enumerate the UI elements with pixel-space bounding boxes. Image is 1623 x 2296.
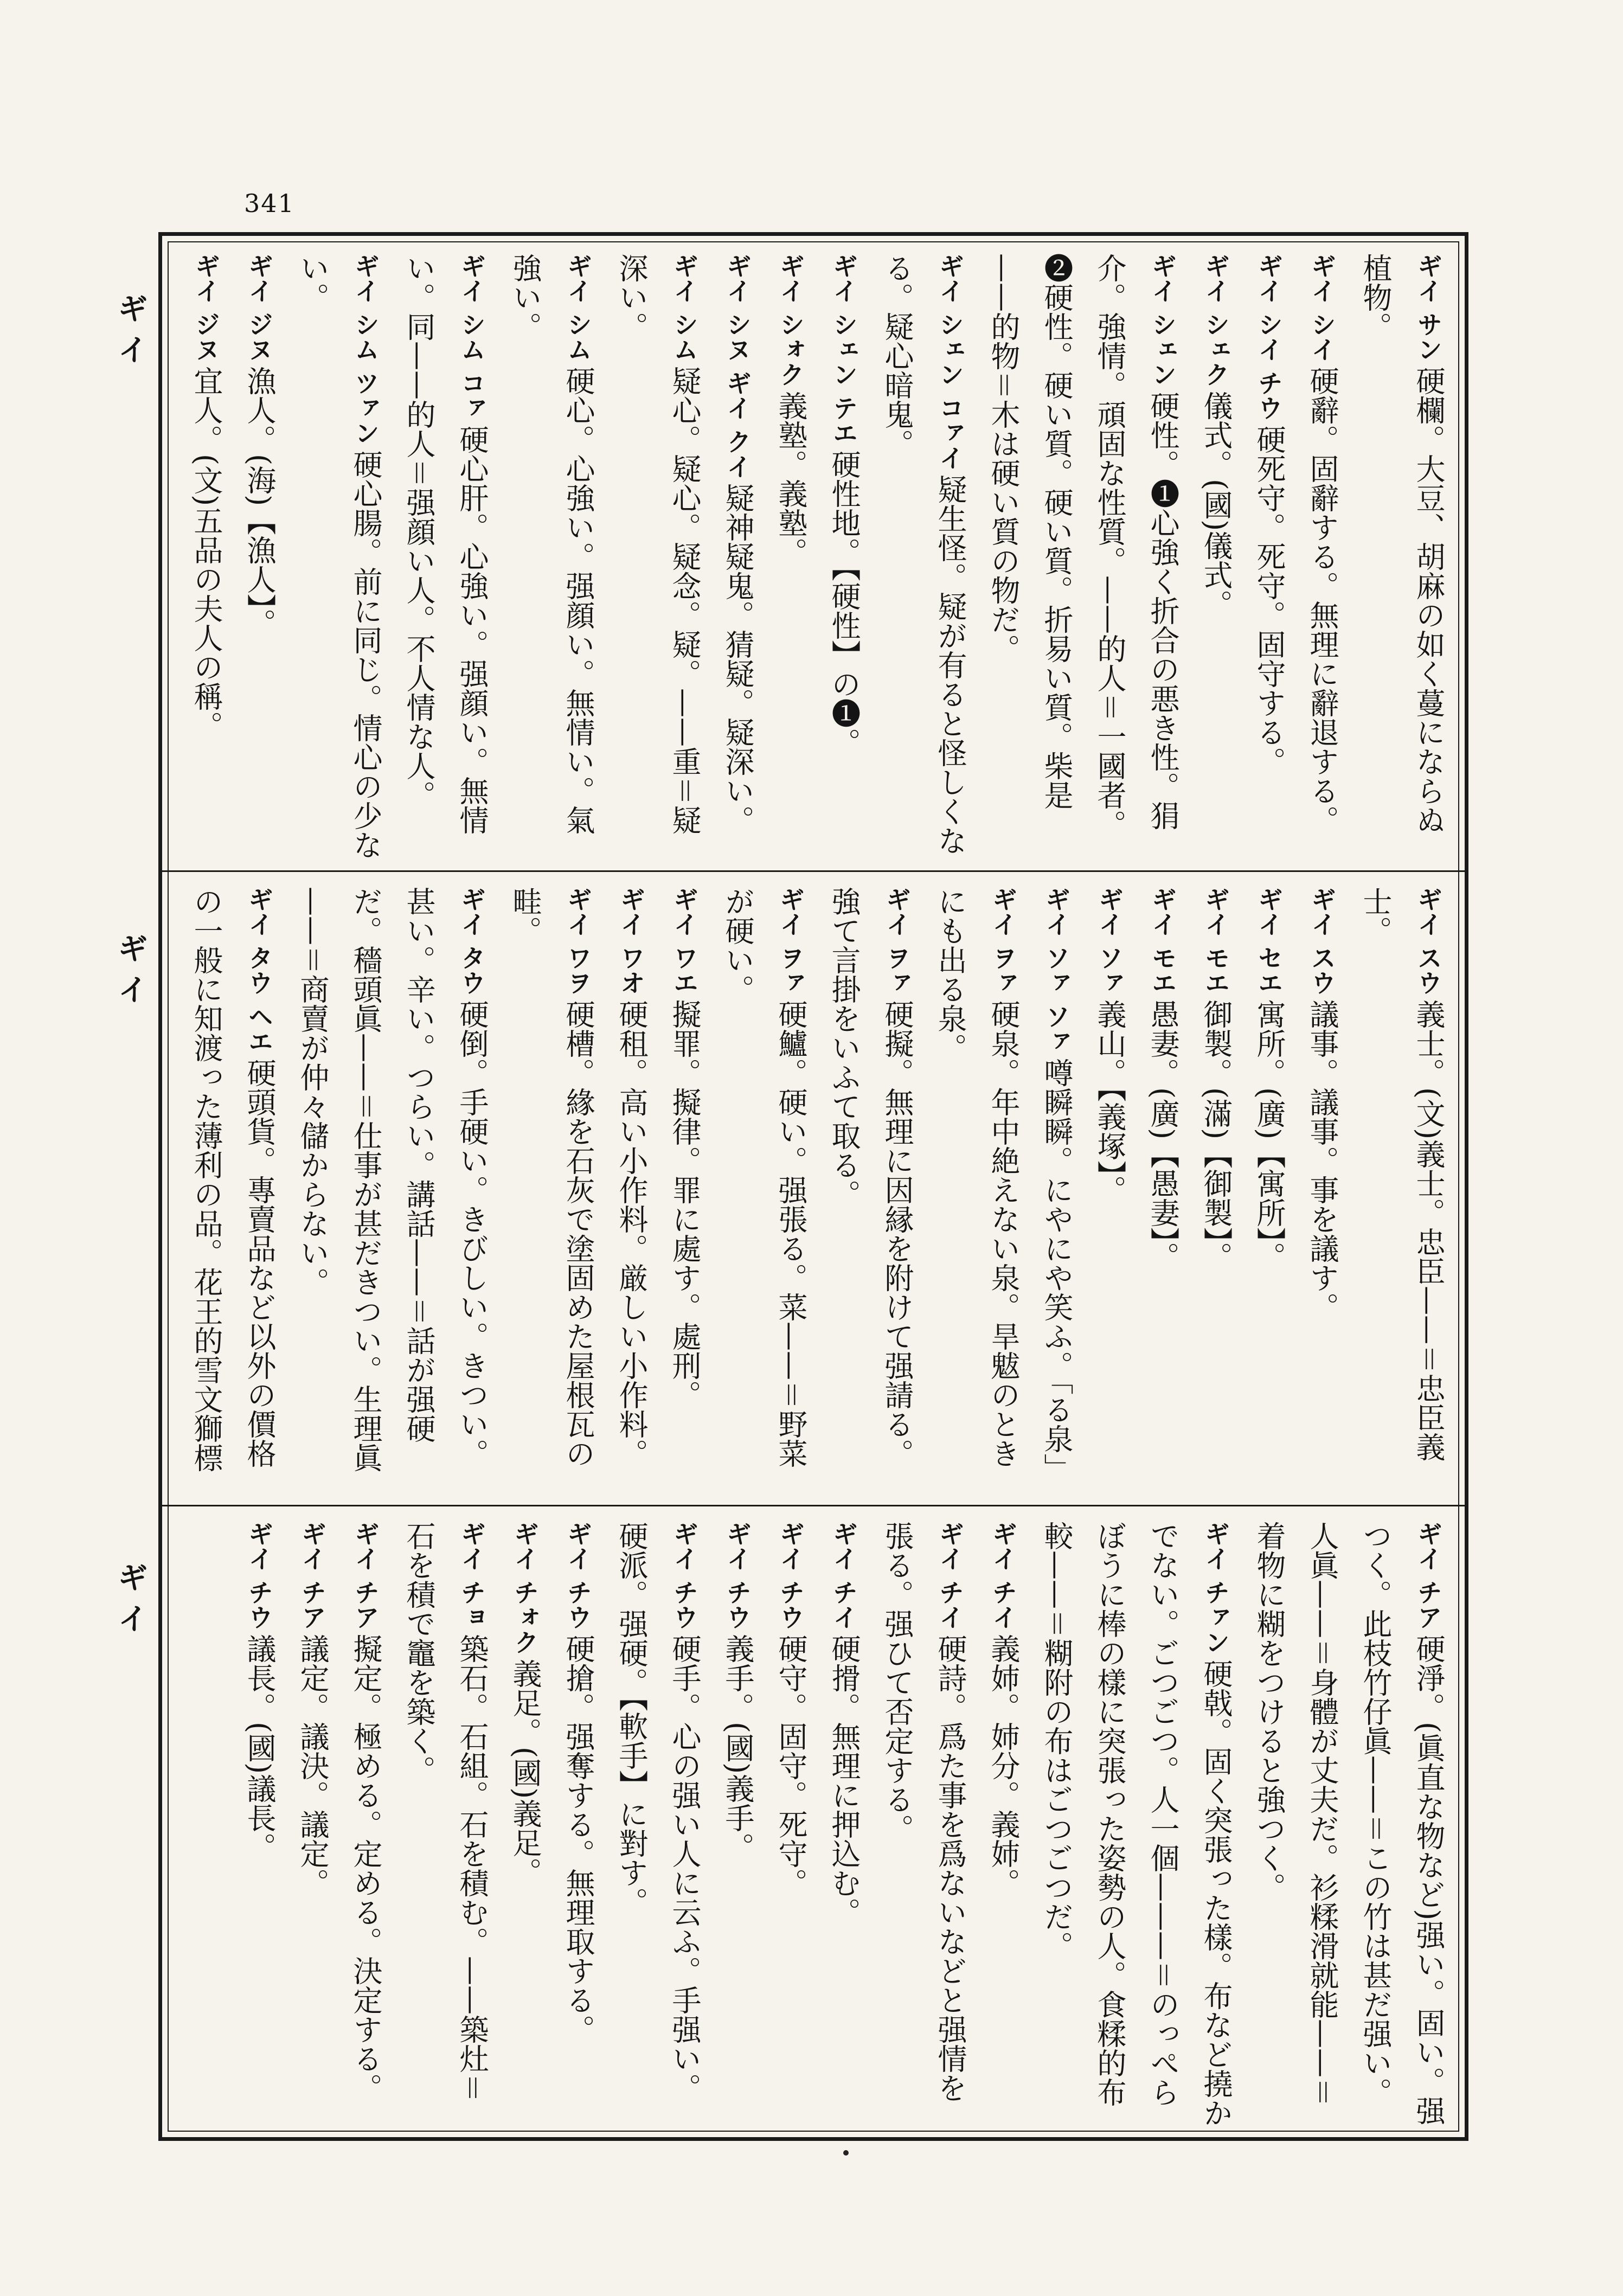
entry-headword: ギイ スウ (1414, 887, 1443, 996)
entry-definition: 義塾。義塾。 (774, 391, 808, 567)
entry-definition: 疑神疑鬼。猜疑。疑深い。 (721, 483, 755, 835)
entry-headword: ギイ シム (670, 253, 699, 362)
dictionary-entry (764, 253, 817, 861)
entry-definition: 硬詩。爲た事を爲ないなどと强情を張る。强ひて否定する。 (880, 1521, 967, 2103)
gutter-label-middle: ギ イ (113, 933, 148, 1004)
entry-list (172, 887, 1455, 1494)
dictionary-entry (1083, 887, 1136, 1494)
dictionary-entry (605, 253, 711, 861)
tier-divider (162, 1505, 1465, 1506)
entry-headword: ギイ チイ (989, 1521, 1018, 1630)
dictionary-entry (923, 887, 1030, 1494)
entry-headword: ギイ シイ チウ (1254, 253, 1284, 421)
entry-definition: 硬搰。無理に押込む。 (827, 1634, 861, 1927)
entry-headword: ギイ タウ ヘエ (245, 887, 274, 1054)
dictionary-entry (870, 1521, 977, 2128)
entry-headword: ギイ シム ツァン (351, 253, 380, 446)
entry-headword: ギイ ソァ ソァ (1042, 887, 1071, 1054)
entry-definition: 擬罪。擬律。罪に處す。處刑。 (668, 999, 702, 1410)
entry-definition: 議長。(國)議長。 (242, 1634, 277, 1862)
entry-definition: 硬性。❶心強く折合の悪き性。狷介。強情。頑固な性質。——的人＝一國者。❷硬性。硬い質。硬い質。折易い質。柴是——的物＝木は硬い質の物だ。 (986, 253, 1180, 839)
dictionary-entry (498, 1521, 551, 2128)
entry-definition: 議定。議決。議定。 (296, 1634, 330, 1898)
dictionary-entry (286, 887, 498, 1494)
dictionary-entry (817, 887, 923, 1494)
entry-definition: 硬手。心の强い人に云ふ。手强い。硬派。强硬。【軟手】に對す。 (614, 1521, 702, 2103)
tier-top (172, 253, 1455, 861)
entry-headword: ギイ シォク (776, 253, 805, 387)
dictionary-entry (605, 887, 658, 1494)
dictionary-entry (977, 1521, 1030, 2128)
dictionary-entry (233, 253, 286, 861)
entry-headword: ギイ シェン (1148, 253, 1177, 387)
dictionary-entry (1030, 887, 1083, 1494)
entry-definition: 硬鱸。硬い。强張る。菜——＝野菜が硬い。 (721, 887, 808, 1468)
entry-definition: 硬淨。(眞直な物など)强い。固い。强つく。此枝竹仔眞——＝この竹は甚だ强い。人眞——＝身體が丈夫だ。衫糅滑就能——＝着物に糊をつけると強つく。 (1252, 1521, 1446, 2126)
entry-headword: ギイ サン (1414, 253, 1443, 362)
entry-definition: 硬倒。手硬い。きびしい。きつい。甚い。辛い。つらい。講話——＝話が强硬だ。穡頭眞——＝仕事が甚だきつい。生理眞——＝商賣が仲々儲からない。 (296, 887, 489, 1472)
dictionary-entry (1242, 887, 1295, 1494)
entry-headword: ギイ チウ (670, 1521, 699, 1630)
entry-headword: ギイ シム (563, 253, 593, 362)
entry-definition: 宜人。(文)五品の夫人の稱。 (189, 366, 223, 741)
gutter-label-bottom: ギ イ (113, 1562, 148, 1633)
dictionary-entry (977, 253, 1189, 861)
entry-list (172, 253, 1455, 861)
dictionary-entry (498, 887, 605, 1494)
dictionary-entry (1030, 1521, 1242, 2128)
dictionary-entry (233, 1521, 286, 2128)
entry-definition: 硬擬。無理に因縁を附けて强請る。強て言掛をいふて取る。 (827, 887, 914, 1468)
dictionary-entry (1295, 887, 1349, 1494)
page-number: 341 (244, 189, 295, 218)
entry-definition: 硬租。高い小作料。厳しい小作料。 (614, 999, 649, 1468)
entry-definition: 硬性地。【硬性】の❶。 (827, 450, 861, 758)
dictionary-entry (172, 887, 286, 1494)
entry-headword: ギイ シェン コァイ (935, 253, 965, 471)
dictionary-entry (711, 253, 764, 861)
dictionary-entry (1189, 887, 1242, 1494)
entry-headword: ギイ モエ (1148, 887, 1177, 996)
entry-headword: ギイ チア (351, 1521, 380, 1630)
entry-headword: ギイ シイ (1307, 253, 1337, 362)
dictionary-entry (711, 1521, 764, 2128)
entry-definition: 寓所。(廣)【寓所】。 (1252, 999, 1286, 1272)
entry-definition: 硬守。固守。死守。 (774, 1634, 808, 1898)
entry-definition: 義手。(國)義手。 (721, 1634, 755, 1862)
dictionary-entry (551, 1521, 605, 2128)
dictionary-entry (817, 253, 870, 861)
entry-headword: ギイ チァン (1201, 1521, 1230, 1655)
entry-headword: ギイ ワオ (617, 887, 646, 996)
entry-headword: ギイ シェン テエ (829, 253, 858, 446)
dictionary-entry (1189, 253, 1242, 861)
entry-definition: 硬頭貨。專賣品など以外の價格の一般に知渡った薄利の品。花王的雪文獅標 (189, 887, 277, 1472)
dictionary-entry (870, 253, 977, 861)
entry-headword: ギイ チウ (776, 1521, 805, 1630)
entry-headword: ギイ シェク (1201, 253, 1230, 387)
entry-headword: ギイ シヌ ギイ クイ (723, 253, 752, 479)
entry-definition: 硬搶。强奪する。無理取する。 (561, 1634, 595, 2044)
dictionary-entry (605, 1521, 711, 2128)
dictionary-entry (817, 1521, 870, 2128)
entry-definition: 義山。【義塚】。 (1093, 999, 1127, 1205)
entry-headword: ギイ ジヌ (245, 253, 274, 362)
dictionary-entry (1349, 887, 1455, 1494)
entry-headword: ギイ ワエ (670, 887, 699, 996)
entry-headword: ギイ タウ (457, 887, 486, 996)
entry-definition: 漁人。(海)【漁人】。 (242, 366, 277, 638)
tier-bottom (172, 1521, 1455, 2128)
dictionary-entry (172, 253, 179, 861)
entry-headword: ギイ スウ (1307, 887, 1337, 996)
entry-definition: 議事。議事。事を議す。 (1305, 999, 1339, 1322)
entry-definition: 硬戟。固く突張った樣。布など撓かでない。ごつごつ。人一個———＝のっぺらぼうに棒の樣に突張った姿勢の人。食糅的布較——＝糊附の布はごつごつだ。 (1040, 1521, 1233, 2128)
entry-headword: ギイ ヲァ (882, 887, 912, 996)
entry-definition: 儀式。(國)儀式。 (1199, 391, 1233, 619)
entry-headword: ギイ チア (298, 1521, 327, 1630)
entry-headword: ギイ セエ (1254, 887, 1284, 996)
entry-definition: 築石。石組。石を積む。——築灶＝石を積で竈を築く。 (402, 1521, 489, 2103)
dictionary-entry (711, 887, 817, 1494)
dictionary-entry (1295, 253, 1349, 861)
entry-headword: ギイ ワヲ (563, 887, 593, 996)
entry-headword: ギイ チイ (935, 1521, 965, 1630)
entry-definition: 義足。(國)義足。 (508, 1659, 542, 1887)
entry-headword: ギイ ヲァ (776, 887, 805, 996)
entry-headword: ギイ チョ (457, 1521, 486, 1630)
entry-headword: ギイ チウ (563, 1521, 593, 1630)
entry-definition: 硬泉。年中絶えない泉。旱魃のときにも出る泉。 (933, 887, 1021, 1468)
dictionary-entry (1242, 1521, 1455, 2128)
entry-definition: 愚妻。(廣)【愚妻】。 (1146, 999, 1180, 1272)
dictionary-entry (339, 1521, 392, 2128)
entry-headword: ギイ ヲァ (989, 887, 1018, 996)
entry-definition: 硬欄。大豆、胡麻の如く蔓にならぬ植物。 (1358, 253, 1446, 835)
entry-headword: ギイ チア (1414, 1521, 1443, 1630)
entry-definition: 義姉。姉分。義姉。 (986, 1634, 1021, 1898)
dictionary-entry (286, 1521, 339, 2128)
dictionary-entry (392, 1521, 498, 2128)
dictionary-entry (1349, 253, 1455, 861)
entry-list (172, 1521, 1455, 2128)
entry-headword: ギイ ジヌ (191, 253, 221, 362)
dictionary-entry (1136, 887, 1189, 1494)
dictionary-entry (1242, 253, 1295, 861)
entry-definition: 硬槽。緣を石灰で塗固めた屋根瓦の畦。 (508, 887, 595, 1468)
entry-definition: 硬心肝。心強い。强顔い。無情い。同——的人＝强顔い人。不人情な人。 (402, 253, 489, 835)
dictionary-entry (498, 253, 605, 861)
entry-definition: 硬辭。固辭する。無理に辭退する。 (1305, 366, 1339, 835)
entry-headword: ギイ ソァ (1095, 887, 1124, 996)
entry-definition: 硬心。心強い。强顔い。無情い。氣強い。 (508, 253, 595, 835)
entry-headword: ギイ モエ (1201, 887, 1230, 996)
entry-headword: ギイ チォク (510, 1521, 540, 1655)
entry-definition: 硬死守。死守。固守する。 (1252, 425, 1286, 777)
dictionary-entry (286, 253, 392, 861)
entry-headword: ギイ チウ (245, 1521, 274, 1630)
entry-definition: 疑生怪。疑が有ると怪しくなる。疑心暗鬼。 (880, 253, 967, 856)
dictionary-entry (658, 887, 711, 1494)
entry-headword: ギイ チウ (723, 1521, 752, 1630)
entry-definition: 疑心。疑心。疑念。疑。——重＝疑深い。 (614, 253, 702, 835)
margin-dot (843, 2150, 849, 2156)
entry-headword: ギイ シム コァ (457, 253, 486, 421)
dictionary-entry (764, 1521, 817, 2128)
entry-definition: 硬心腸。前に同じ。情心の少ない。 (296, 253, 383, 860)
dictionary-entry (392, 253, 498, 861)
entry-definition: 御製。(滿)【御製】。 (1199, 999, 1233, 1272)
entry-definition: 噂瞬瞬。にやにや笑ふ。「る泉」 (1040, 1058, 1074, 1483)
tier-divider (162, 870, 1465, 872)
gutter-label-top: ギ イ (113, 293, 148, 364)
entry-definition: 擬定。極める。定める。決定する。 (349, 1634, 383, 2103)
entry-headword: ギイ チイ (829, 1521, 858, 1630)
dictionary-frame (158, 232, 1468, 2141)
tier-middle (172, 887, 1455, 1494)
entry-definition: 義士。(文)義士。忠臣——＝忠臣義士。 (1358, 887, 1446, 1462)
dictionary-entry (179, 253, 233, 861)
